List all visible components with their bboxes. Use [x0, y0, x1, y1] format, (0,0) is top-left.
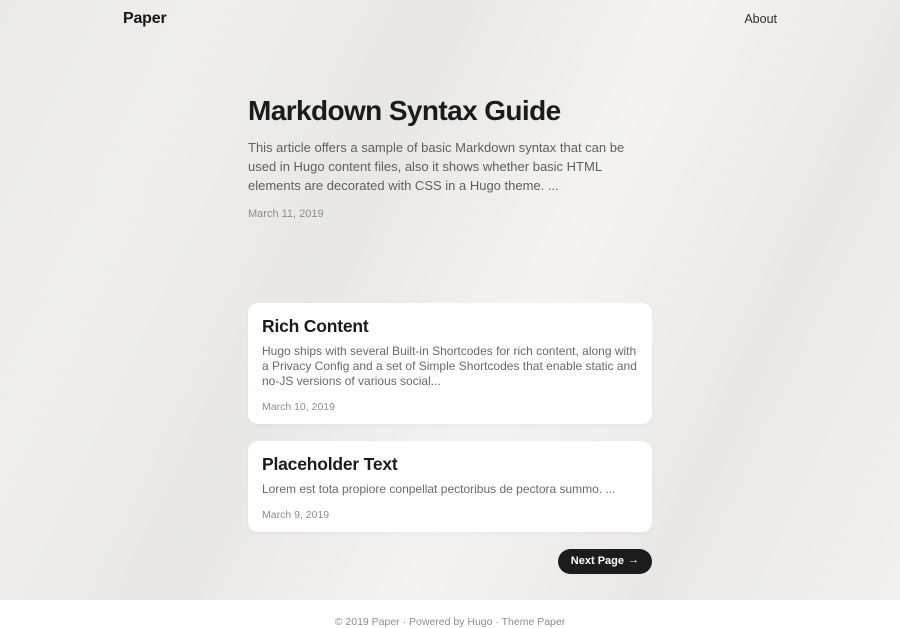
- post-list: [248, 303, 652, 574]
- post-card-date: March 10, 2019: [262, 400, 335, 413]
- featured-post-date: March 11, 2019: [248, 208, 324, 221]
- post-card-title[interactable]: Placeholder Text: [262, 453, 398, 474]
- main-content: [248, 95, 652, 628]
- site-logo[interactable]: Paper: [123, 10, 167, 27]
- arrow-right-icon: →: [628, 554, 639, 567]
- post-card-summary: Hugo ships with several Built-in Shortcodes for rich content, along with a Privacy Config and a set of Simple Shortcodes that enable static and no-JS versions of various social...: [262, 344, 637, 389]
- post-card-date: March 9, 2019: [262, 508, 330, 521]
- next-page-label: Next Page: [570, 554, 624, 567]
- featured-post-title[interactable]: Markdown Syntax Guide: [248, 95, 561, 126]
- next-page-button[interactable]: [558, 549, 652, 574]
- featured-post-summary: This article offers a sample of basic Markdown syntax that can be used in Hugo content files, also it shows whether basic HTML elements are decorated with CSS in a Hugo theme. ...: [248, 140, 625, 193]
- site-footer: [248, 616, 652, 628]
- featured-post: [248, 95, 652, 220]
- site-header: [0, 0, 900, 38]
- post-card-summary: Lorem est tota propiore conpellat pectoribus de pectora summo. ...: [262, 481, 616, 496]
- post-card[interactable]: [248, 303, 652, 424]
- nav-link-about[interactable]: About: [744, 12, 777, 26]
- footer-text: © 2019 Paper · Powered by Hugo · Theme Paper: [334, 615, 566, 628]
- post-card[interactable]: [248, 441, 652, 532]
- pagination: [248, 549, 652, 574]
- post-card-title[interactable]: Rich Content: [262, 316, 369, 337]
